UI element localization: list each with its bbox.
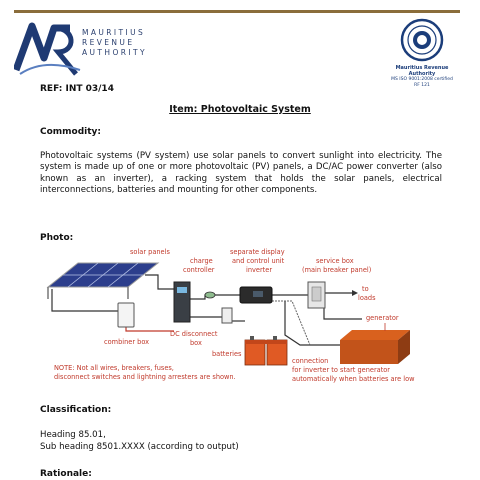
label-note-1: NOTE: Not all wires, breakers, fuses, xyxy=(54,364,174,372)
label-to: to xyxy=(362,285,369,293)
logo-line-authority: AUTHORITY xyxy=(82,48,147,57)
label-batteries: batteries xyxy=(212,350,242,358)
label-dc-disconnect-2: box xyxy=(190,339,202,347)
batteries-icon xyxy=(245,336,287,365)
seal-rf: RF 121 xyxy=(414,82,430,88)
commodity-text: Photovoltaic systems (PV system) use solar panels to convert sunlight into electricity. The system is made up of one or more photovoltaic (PV) panels, a DC/AC power converter (also known as an inverter), a racking system that holds the solar panels, electrical interconnections, batteries and mounting for other components. xyxy=(40,151,442,195)
label-service-box-2: (main breaker panel) xyxy=(302,266,372,274)
commodity-heading: Commodity: xyxy=(40,127,102,137)
seal-certification: MS ISO 9001:2008 certified xyxy=(391,77,453,82)
label-service-box-1: service box xyxy=(316,257,354,265)
certification-seal xyxy=(382,18,462,88)
classification-heading: Classification: xyxy=(40,405,112,415)
label-inverter: inverter xyxy=(246,266,273,274)
label-charge-controller-1: charge xyxy=(190,257,213,265)
rationale-heading: Rationale: xyxy=(40,469,92,479)
dc-disconnect-icon xyxy=(222,308,232,323)
label-connection-3: automatically when batteries are low xyxy=(292,375,415,383)
seal-org-name: Mauritius Revenue Authority xyxy=(395,65,449,77)
label-note-2: disconnect switches and lightning arresters are shown. xyxy=(54,373,236,381)
classification-heading-line: Heading 85.01, xyxy=(40,430,106,440)
pv-system-diagram xyxy=(40,245,460,387)
combiner-box-icon xyxy=(118,303,134,327)
display-unit-icon xyxy=(205,292,215,298)
label-combiner-box: combiner box xyxy=(104,338,150,346)
label-connection-1: connection xyxy=(292,357,329,365)
label-loads: loads xyxy=(358,294,376,302)
label-separate-display-1: separate display xyxy=(230,248,285,256)
label-separate-display-2: and control unit xyxy=(232,257,285,265)
label-dc-disconnect-1: DC disconnect xyxy=(170,330,218,338)
item-title: Item: Photovoltaic System xyxy=(169,104,311,115)
classification-subheading-line: Sub heading 8501.XXXX (according to output) xyxy=(40,442,239,452)
logo-line-revenue: REVENUE xyxy=(82,38,135,47)
photo-heading: Photo: xyxy=(40,233,74,243)
label-connection-2: for inverter to start generator xyxy=(292,366,391,374)
header-rule xyxy=(14,10,460,13)
mra-logo-text xyxy=(82,28,147,58)
iso-seal-icon xyxy=(400,18,444,62)
label-solar-panels: solar panels xyxy=(130,248,170,256)
reference-number: REF: INT 03/14 xyxy=(40,84,114,94)
label-charge-controller-2: controller xyxy=(183,266,215,274)
label-generator: generator xyxy=(366,314,399,322)
generator-icon xyxy=(340,330,410,364)
mra-logo-mark-icon xyxy=(14,18,84,78)
logo-line-mauritius: MAURITIUS xyxy=(82,28,146,37)
solar-panels-icon xyxy=(48,263,158,299)
